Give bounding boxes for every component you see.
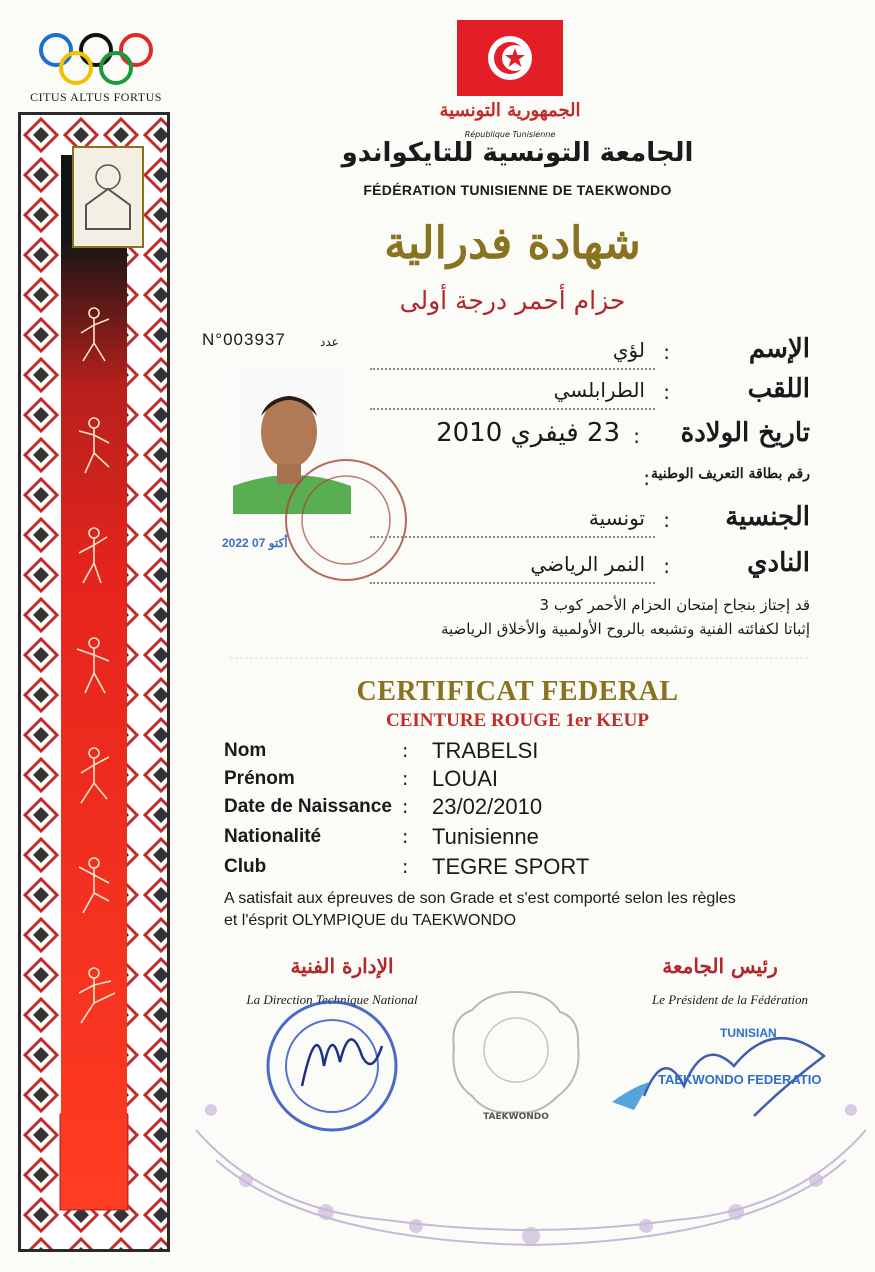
fr-field-label: Nationalité xyxy=(224,826,322,847)
ar-field-nationality xyxy=(360,502,810,542)
dotted-line xyxy=(370,536,655,538)
certificate-title-fr: CERTIFICAT FEDERAL xyxy=(356,676,679,707)
fr-field-label: Prénom xyxy=(224,768,295,789)
president-ar: رئيس الجامعة xyxy=(662,954,778,978)
ar-field-colon: : xyxy=(663,508,670,532)
ar-field-colon: : xyxy=(663,554,670,578)
ar-field-colon: : xyxy=(663,340,670,364)
fr-field-value: LOUAI xyxy=(432,766,499,791)
seal-label: TAEKWONDO xyxy=(483,1112,549,1122)
federation-name-fr: FÉDÉRATION TUNISIENNE DE TAEKWONDO xyxy=(363,182,672,198)
satisfied-statement-2: et l'ésprit OLYMPIQUE du TAEKWONDO xyxy=(224,912,517,929)
olympic-rings-icon xyxy=(38,32,154,88)
tkd-stamp-line1: TUNISIAN xyxy=(720,1026,777,1040)
ar-field-value: النمر الرياضي xyxy=(530,552,645,576)
fr-field-colon: : xyxy=(402,768,409,790)
fr-field-value: 23/02/2010 xyxy=(432,794,543,819)
fr-field-label: Nom xyxy=(224,740,267,761)
dotted-line xyxy=(370,582,655,584)
fr-field-nationality xyxy=(224,826,784,856)
floral-garland-icon xyxy=(186,1070,875,1260)
ar-field-label: الإسم xyxy=(748,334,810,364)
certificate-number: N°003937 xyxy=(202,330,286,349)
ar-field-label: اللقب xyxy=(747,374,810,404)
belt-grade-ar: حزام أحمر درجة أولى xyxy=(399,286,626,315)
ar-field-label: تاريخ الولادة xyxy=(680,418,810,448)
dotted-line xyxy=(370,368,655,370)
ar-field-value: تونسية xyxy=(588,506,645,530)
fr-field-colon: : xyxy=(402,740,409,762)
tkd-stamp-line2: TAEKWONDO FEDERATIO xyxy=(658,1072,822,1087)
ar-field-id-card xyxy=(360,466,810,496)
ar-field-colon: : xyxy=(633,424,640,448)
ar-field-birthdate xyxy=(360,418,810,458)
ar-field-value: لؤي xyxy=(612,338,645,362)
decorative-strip xyxy=(18,112,170,1252)
ar-field-label: النادي xyxy=(747,548,810,578)
tunisia-flag-icon xyxy=(457,20,563,96)
fr-field-nom xyxy=(224,740,784,770)
fr-field-club xyxy=(224,856,784,886)
fr-field-value: TEGRE SPORT xyxy=(432,854,590,879)
technical-direction-fr: La Direction Technique National xyxy=(246,992,418,1007)
fr-field-label: Club xyxy=(224,856,267,877)
fr-field-colon: : xyxy=(402,856,409,878)
fr-field-colon: : xyxy=(402,826,409,848)
ar-field-label: رقم بطاقة التعريف الوطنية xyxy=(651,466,810,482)
fr-field-label: Date de Naissance xyxy=(224,796,392,817)
belt-grade-fr: CEINTURE ROUGE 1er KEUP xyxy=(385,710,650,731)
ar-field-club xyxy=(360,548,810,588)
satisfied-statement-1: A satisfait aux épreuves de son Grade et s'est comporté selon les règles xyxy=(224,890,736,907)
federation-name-ar: الجامعة التونسية للتايكواندو xyxy=(341,138,694,168)
technical-direction-ar: الإدارة الفنية xyxy=(290,954,394,978)
fr-field-birthdate xyxy=(224,796,784,826)
divider-icon xyxy=(230,650,810,666)
ar-field-label: الجنسية xyxy=(725,502,810,532)
republic-title-fr: République Tunisienne xyxy=(464,130,556,139)
fr-field-colon: : xyxy=(402,796,409,818)
olympic-motto: CITUS ALTUS FORTUS xyxy=(30,90,162,104)
fr-field-value: Tunisienne xyxy=(432,824,539,849)
ar-field-value: 23 فيفري 2010 xyxy=(436,418,620,448)
stamp-date: 2022 أكتو 07 xyxy=(222,536,288,550)
ar-field-surname xyxy=(360,374,810,414)
pass-statement-ar-1: قد إجتاز بنجاح إمتحان الحزام الأحمر كوب 3 xyxy=(539,596,810,614)
republic-title-ar: الجمهورية التونسية xyxy=(439,100,581,121)
president-fr: Le Président de la Fédération xyxy=(652,992,808,1007)
pass-statement-ar-2: إثباتا لكفائته الفنية وتشبعه بالروح الأولمبية والأخلاق الرياضية xyxy=(440,620,810,638)
taekwondo-figures-icon xyxy=(71,305,117,1185)
ar-field-value: الطرابلسي xyxy=(553,378,645,402)
dotted-line xyxy=(370,408,655,410)
certificate-title-ar: شهادة فدرالية xyxy=(384,218,641,269)
ar-field-name xyxy=(360,334,810,374)
ar-field-colon: : xyxy=(663,380,670,404)
faint-divider xyxy=(230,650,810,666)
federation-logo-icon xyxy=(71,145,145,249)
certificate-number-label-ar: عدد xyxy=(320,335,339,349)
fr-field-value: TRABELSI xyxy=(432,738,539,763)
ar-field-colon: : xyxy=(643,466,650,490)
